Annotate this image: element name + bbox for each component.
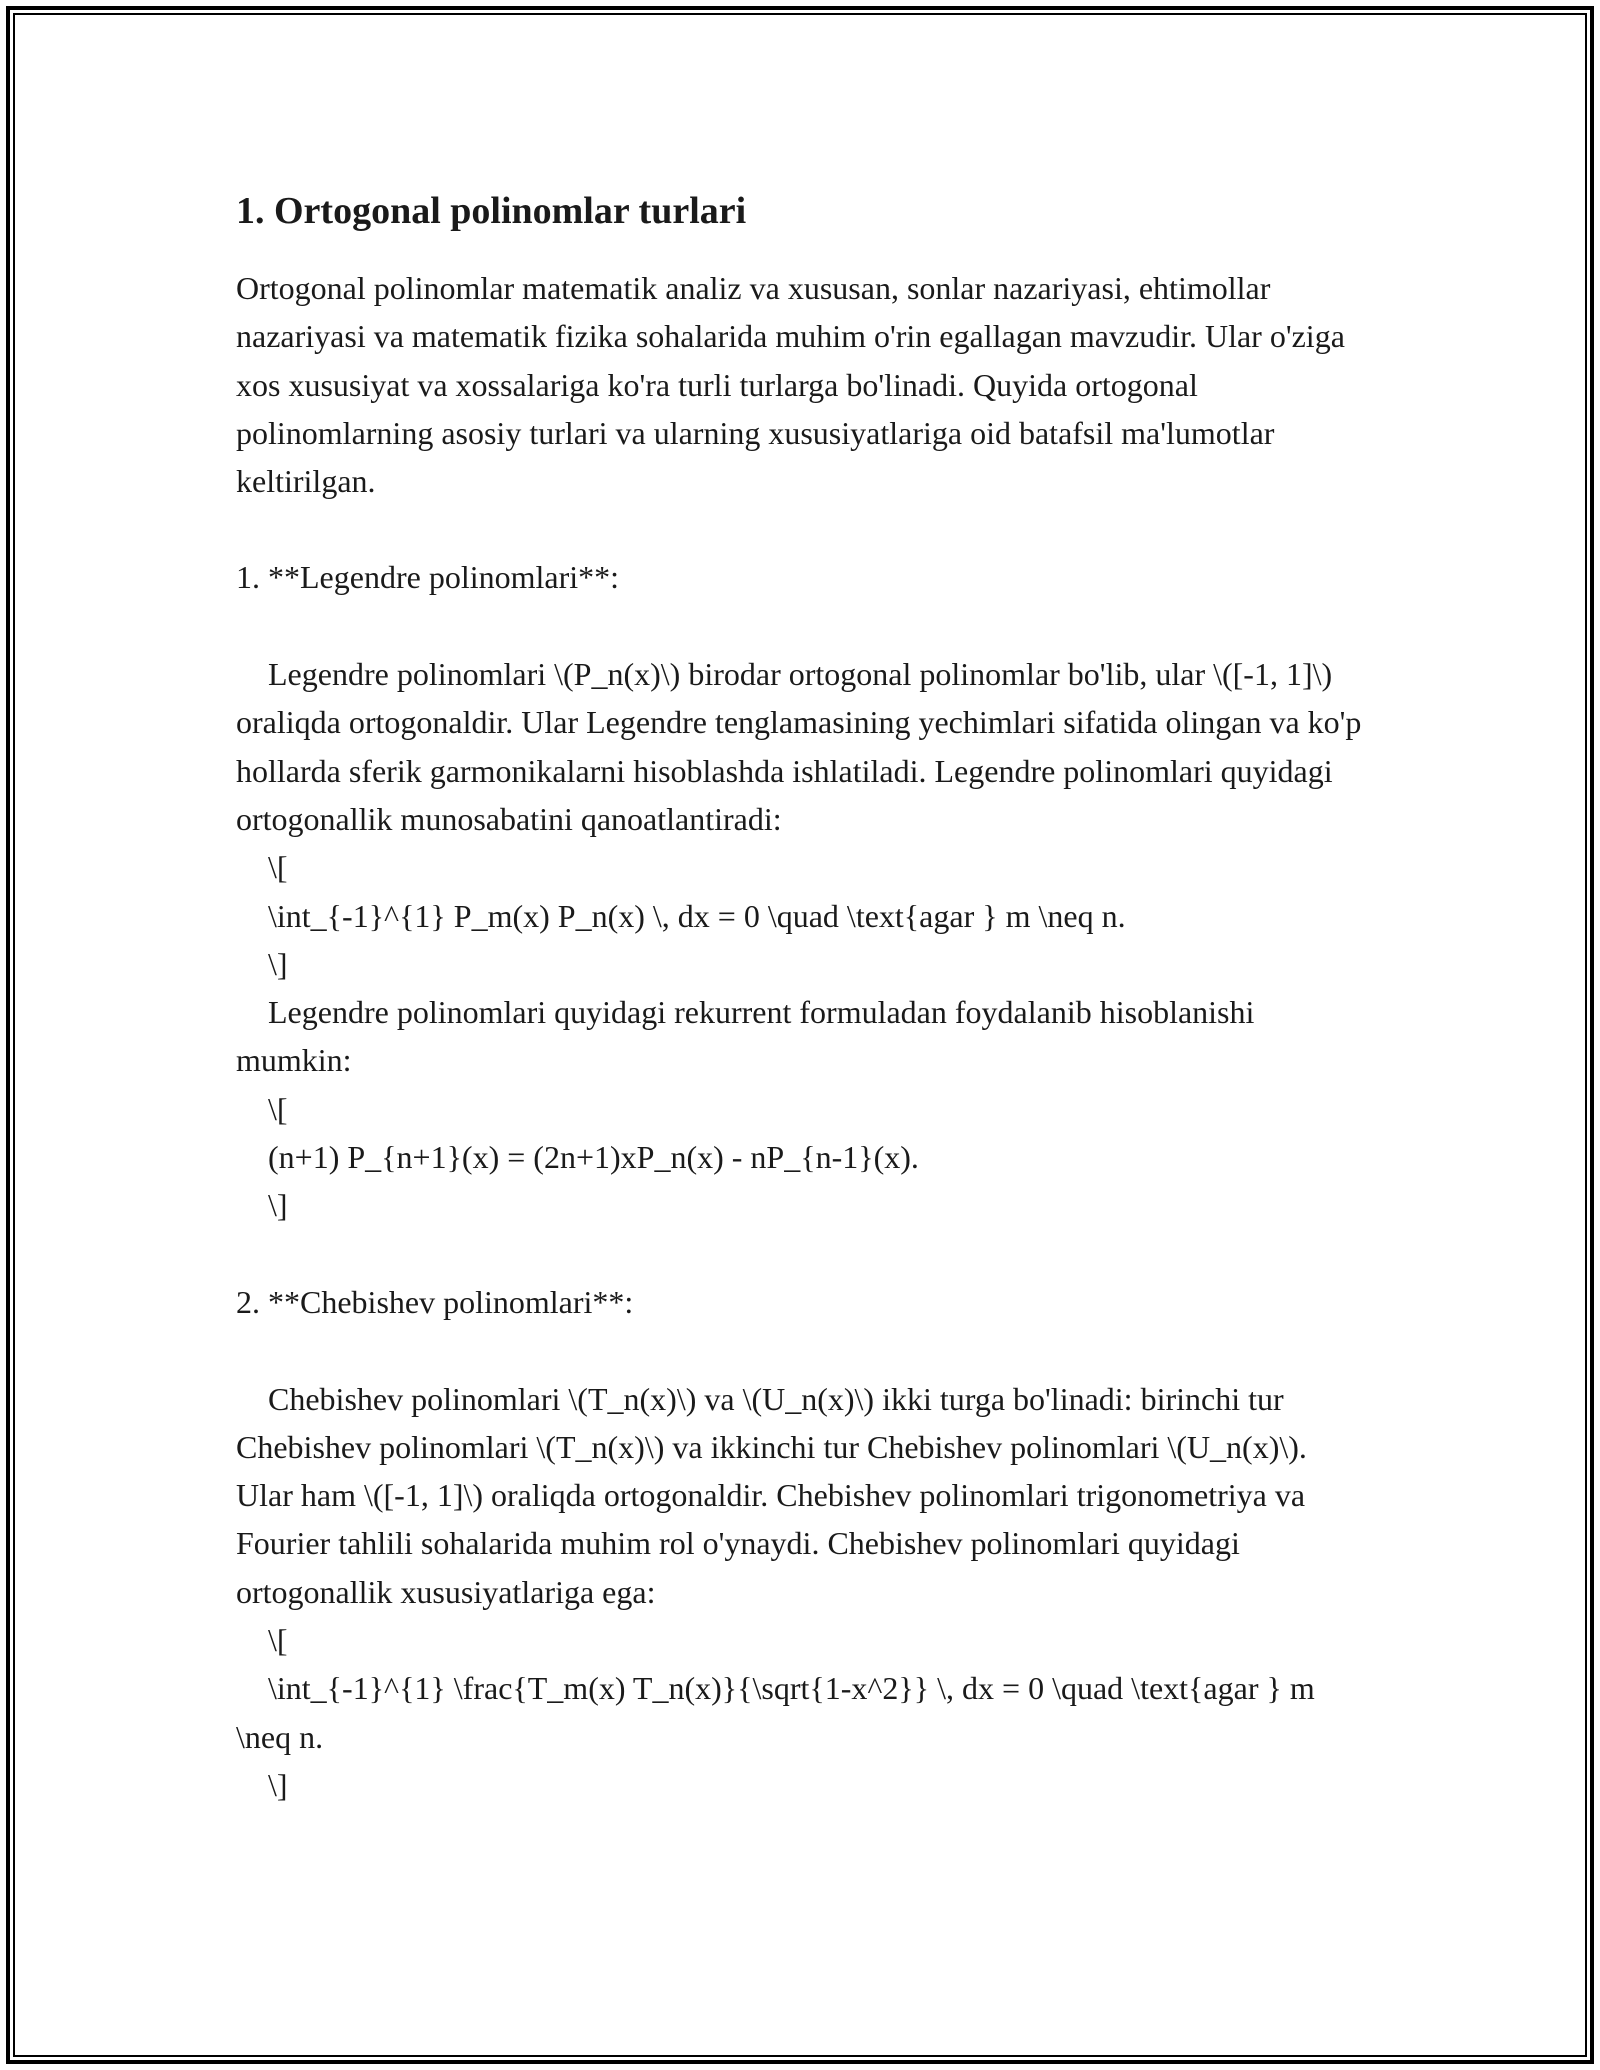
document-content [236, 187, 1366, 1809]
section-heading: 1. Ortogonal polinomlar turlari [236, 190, 747, 232]
intro-paragraph: Ortogonal polinomlar matematik analiz va xususan, sonlar nazariyasi, ehtimollar nazariyasi va matematik fizika sohalarida muhim o'rin egallagan mavzudir. Ular o'ziga xos xususiyat va xossalariga ko'ra turli turlarga bo'linadi. Quyida ortogonal polinomlarning asosiy turlari va ularning xususiyatlariga oid batafsil ma'lumotlar keltirilgan. [236, 270, 1345, 500]
body-text: 1. **Legendre polinomlari**: Legendre polinomlari \(P_n(x)\) birodar ortogonal polinomlar bo'lib, ular \([-1, 1]\) oraliqda ortogonaldir. Ular Legendre tenglamasining yechimlari sifatida olingan va ko'p hollarda sferik garmonikalarni hisoblashda ishlatiladi. Legendre polinomlari quyidagi ortogonallik munosabatini qanoatlantiradi: \[ \int_{-1}^{1} P_m(x) P_n(x) \, dx = 0 \quad \text{agar } m \neq n. \] Legendre polinomlari quyidagi rekurrent formuladan foydalanib hisoblanishi mumkin: \[ (n+1) P_{n+1}(x) = (2n+1)xP_n(x) - nP_{n-1}(x). \] 2. **Chebishev polinomlari**: Chebishev polinomlari \(T_n(x)\) va \(U_n(x)\) ikki turga bo'linadi: birinchi tur Chebishev polinomlari \(T_n(x)\) va ikkinchi tur Chebishev polinomlari \(U_n(x)\). Ular ham \([-1, 1]\) oraliqda ortogonaldir. Chebishev polinomlari trigonometriya va Fourier tahlili sohalarida muhim rol o'ynaydi. Chebishev polinomlari quyidagi ortogonallik xususiyatlariga ega: \[ \int_{-1}^{1} \frac{T_m(x) T_n(x)}{\sqrt{1-x^2}} \, dx = 0 \quad \text{agar } m \neq n. \] [236, 559, 1362, 1803]
